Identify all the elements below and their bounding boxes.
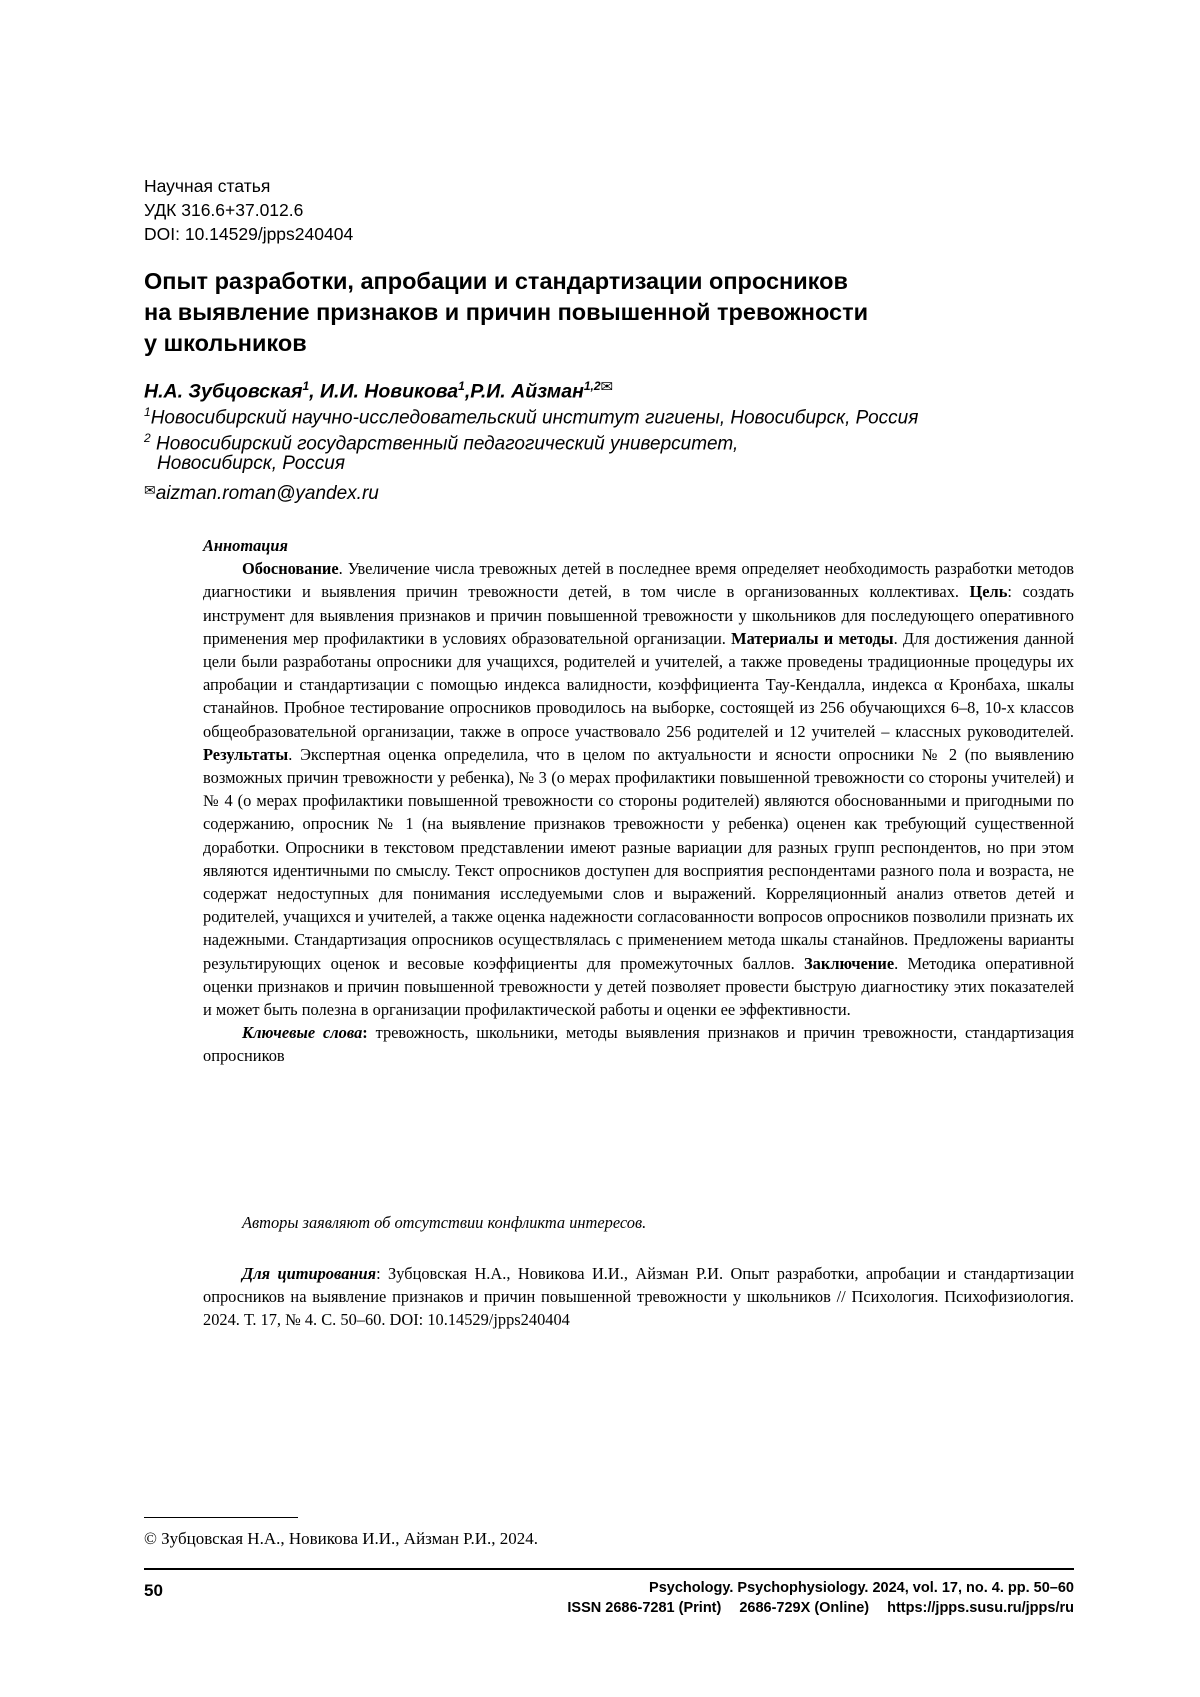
- text-conclusion: . Методика оперативной оценки признаков и причин повышенной тревожности у детей позволяет провести быструю диагностику этих показателей и может быть полезна в организации профилактической работы и оценки ее эффективности.: [203, 953, 1074, 1020]
- envelope-icon: ✉: [600, 378, 614, 396]
- text-aim: : создать инструмент для выявления признаков и причин повышенной тревожности у школьников для последующего оперативного применения мер профилактики в условиях образовательной организации.: [203, 582, 1074, 648]
- text-methods: . Для достижения данной цели были разработаны опросники для учащихся, родителей и учителей, а также проведены традиционные процедуры их апробации и стандартизации с помощью индекса валидности, коэффициента Тау-Кендалла, индекса α Кронбаха, шкалы станайнов. Пробное тестирование опросников проводилось на выборке, состоящей из 256 обучающихся 6–8, 10-х классов общеобразовательной организации, также в опросе участвовало 256 родителей и 12 учителей – классных руководителей.: [203, 628, 1074, 741]
- affiliation-2-city: Новосибирск, Россия: [157, 453, 346, 474]
- envelope-icon: ✉: [144, 482, 156, 498]
- citation-label: Для цитирования: [242, 1264, 377, 1283]
- journal-line: Psychology. Psychophysiology. 2024, vol. 17, no. 4. pp. 50–60: [649, 1580, 1074, 1596]
- footer-divider: [144, 1568, 1074, 1570]
- label-keywords: Ключевые слова: [242, 1023, 363, 1043]
- journal-url[interactable]: https://jpps.susu.ru/jpps/ru: [887, 1600, 1074, 1616]
- email-address: aizman.roman@yandex.ru: [155, 483, 379, 504]
- article-type: Научная статья: [144, 176, 271, 196]
- authors: Н.А. Зубцовская$^1$, И.И. Новикова$^1$,Р.И. Айзман$^{1,2✉}$: [144, 378, 614, 403]
- issn-line: [567, 1598, 1074, 1618]
- text-results: . Экспертная оценка определила, что в целом по актуальности и ясности опросники № 2 (по выявлению возможных причин тревожности у ребенка), № 3 (о мерах профилактики повышенной тревожности со стороны учителей) и № 4 (о мерах профилактики повышенной тревожности со стороны родителей) являются обоснованными и пригодными по содержанию, опросник № 1 (на выявление признаков тревожности у ребенка) оценен как требующий существенной доработки. Опросники в текстовом представлении имеют разные вариации для разных групп респондентов, но при этом являются идентичными по смыслу. Текст опросников доступен для восприятия респондентами разного пола и возраста, не содержат недоступных для понимания исследуемыми слов и выражений. Корреляционный анализ ответов детей и родителей, учащихся и учителей, а также оценка надежности согласованности вопросов опросников позволили признать их надежными. Стандартизация опросников осуществлялась с применением метода шкалы станайнов. Предложены варианты результирующих оценок и весовые коэффициенты для промежуточных баллов.: [203, 744, 1074, 973]
- label-conclusion: Заключение: [804, 953, 895, 973]
- author-3-affil: 1,2: [583, 379, 601, 393]
- udc-code: УДК 316.6+37.012.6: [144, 200, 304, 220]
- title-line-3: у школьников: [144, 330, 307, 356]
- citation-text: : Зубцовская Н.А., Новикова И.И., Айзман Р.И. Опыт разработки, апробации и стандартизации опросников на выявление признаков и причин повышенной тревожности у школьников // Психология. Психофизиология. 2024. Т. 17, № 4. С. 50–60. DOI: 10.14529/jpps240404: [203, 1264, 1075, 1330]
- abstract-body: [203, 557, 1074, 1021]
- article-meta: [144, 174, 353, 246]
- footnote-divider: [144, 1517, 298, 1518]
- affiliation-1-text: Новосибирский научно-исследовательский институт гигиены, Новосибирск, Россия: [150, 407, 919, 429]
- issn-print: ISSN 2686-7281 (Print): [567, 1600, 722, 1616]
- journal-info: [567, 1578, 1074, 1618]
- abstract: [203, 534, 1074, 1068]
- author-2: И.И. Новикова: [320, 380, 459, 403]
- keywords-colon: :: [362, 1023, 368, 1043]
- page-number: 50: [144, 1581, 163, 1600]
- doi: DOI: 10.14529/jpps240404: [144, 224, 354, 244]
- contact-email: [144, 477, 379, 507]
- label-methods: Материалы и методы: [731, 628, 894, 648]
- abstract-heading: Аннотация: [203, 536, 288, 555]
- affiliation-2-number: 2: [144, 431, 151, 445]
- label-aim: Цель: [969, 582, 1008, 602]
- author-1-affil: 1: [302, 379, 310, 393]
- copyright: © Зубцовская Н.А., Новикова И.И., Айзман Р.И., 2024.: [144, 1529, 539, 1548]
- article-title: [144, 266, 1044, 359]
- keywords: [203, 1021, 1074, 1067]
- affiliation-2-text: Новосибирский государственный педагогический университет,: [155, 433, 739, 455]
- label-rationale: Обоснование: [242, 559, 339, 579]
- author-1: Н.А. Зубцовская: [144, 380, 303, 403]
- citation: [203, 1262, 1074, 1332]
- label-results: Результаты: [203, 744, 289, 764]
- title-line-1: Опыт разработки, апробации и стандартизации опросников: [144, 268, 848, 294]
- issn-online: 2686-729X (Online): [739, 1600, 870, 1616]
- title-line-2: на выявление признаков и причин повышенной тревожности: [144, 299, 869, 325]
- author-2-affil: 1: [458, 379, 465, 393]
- keywords-text: тревожность, школьники, методы выявления признаков и причин тревожности, стандартизация опросников: [203, 1023, 1074, 1066]
- affiliation-1-number: 1: [144, 405, 151, 419]
- text-rationale: . Увеличение числа тревожных детей в последнее время определяет необходимость разработки методов диагностики и выявления причин тревожности детей, в том числе в организованных коллективах.: [203, 559, 1074, 602]
- conflict-of-interest: Авторы заявляют об отсутствии конфликта интересов.: [242, 1213, 647, 1232]
- author-3: Р.И. Айзман: [470, 380, 584, 403]
